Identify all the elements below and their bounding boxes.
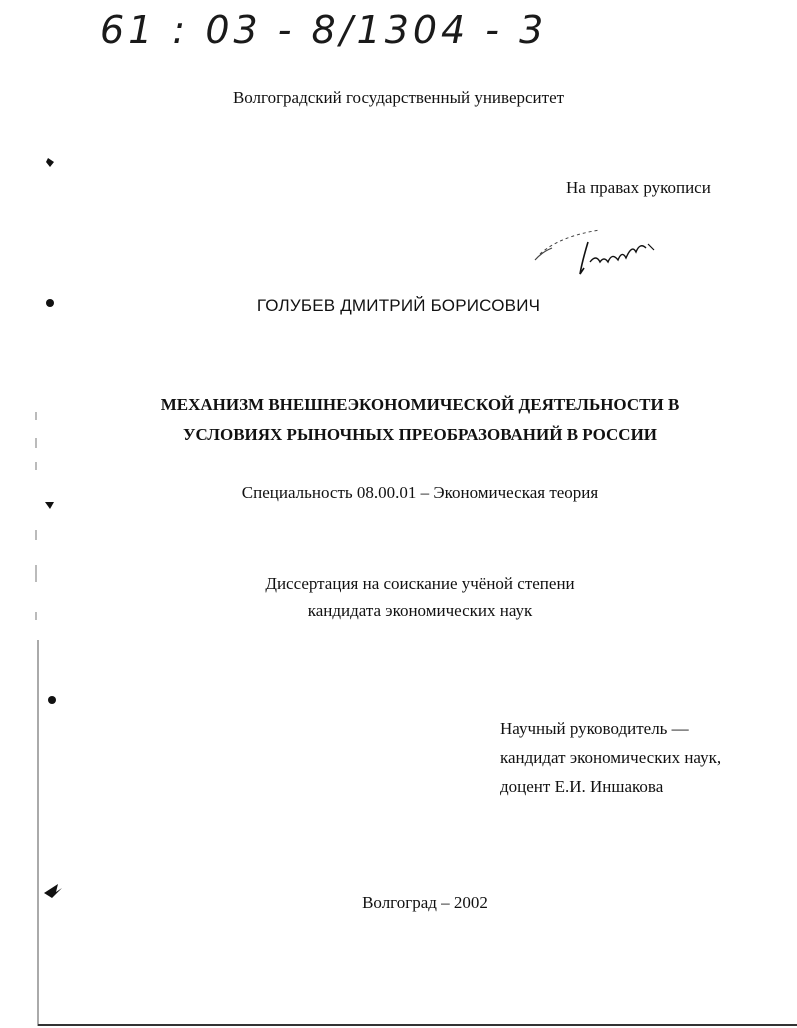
supervisor-block [500,714,721,801]
binding-mark-icon [45,502,54,509]
supervisor-line-1: Научный руководитель — [500,719,689,738]
supervisor-line-2: кандидат экономических наук, [500,748,722,767]
city-year: Волгоград – 2002 [362,893,488,912]
binding-mark-icon [46,158,54,167]
binding-mark-icon [46,299,54,307]
title-line-1: МЕХАНИЗМ ВНЕШНЕЭКОНОМИЧЕСКОЙ ДЕЯТЕЛЬНОСТИ В [160,395,680,414]
binding-mark-icon [48,696,56,704]
manuscript-rights-note: На правах рукописи [566,178,711,197]
binding-margin-marks [0,0,80,1028]
signature-icon [530,222,670,282]
dissertation-line-2: кандидата экономических наук [307,601,533,620]
specialty-line: Специальность 08.00.01 – Экономическая теория [241,483,599,502]
binding-mark-icon [44,884,62,898]
title-line-2: УСЛОВИЯХ РЫНОЧНЫХ ПРЕОБРАЗОВАНИЙ В РОССИИ [182,425,658,444]
page-bottom-edge [38,1024,797,1026]
university-name: Волгоградский государственный университет [232,88,565,107]
author-name: ГОЛУБЕВ ДМИТРИЙ БОРИСОВИЧ [256,296,541,315]
dissertation-title [0,390,797,450]
dissertation-line-1: Диссертация на соискание учёной степени [265,574,575,593]
handwritten-catalog-code: 61 : 03 - 8/1304 - 3 [100,8,548,52]
dissertation-degree [0,570,797,624]
supervisor-line-3: доцент Е.И. Иншакова [500,777,664,796]
